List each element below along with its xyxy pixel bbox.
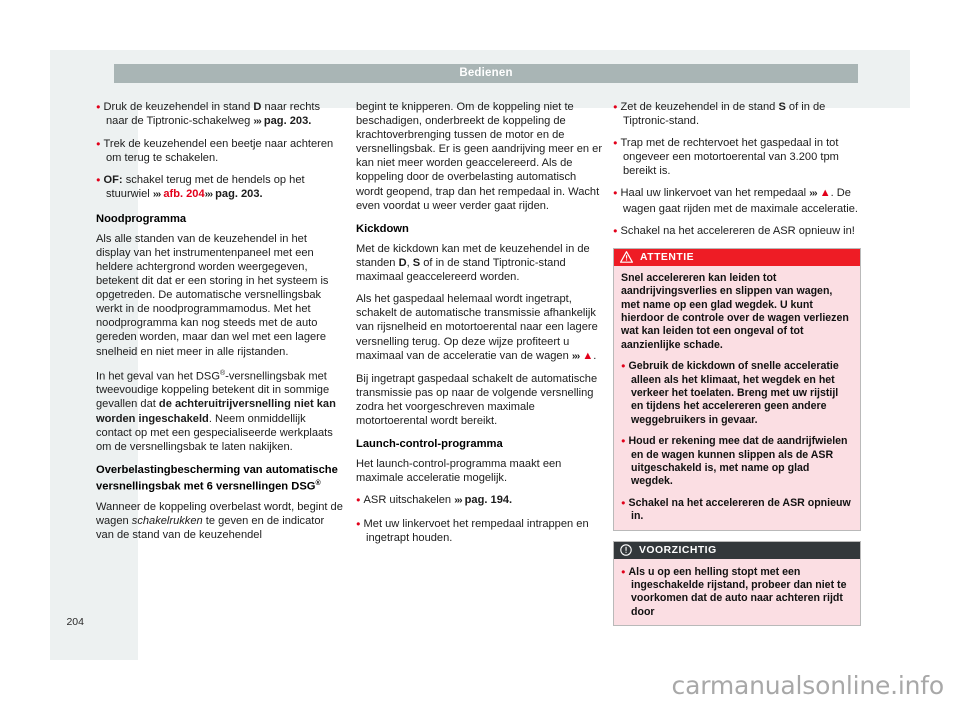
text-run: ASR uitschakelen bbox=[363, 494, 455, 507]
list-item bbox=[96, 100, 344, 129]
voorzichtig-body bbox=[614, 559, 860, 626]
gear-position-d: D bbox=[253, 101, 262, 113]
paragraph: Het launch-control-programma maakt een maximale acceleratie mogelijk. bbox=[356, 458, 562, 485]
paragraph: Snel accelereren kan leiden tot aandrijvingsverlies en slippen van wagen, met name op een glad wegdek. U kunt hierdoor de controle over de wagen verliezen wat kan leiden tot een ongeval of tot aanzienlijke schade. bbox=[621, 271, 849, 351]
warning-triangle-icon bbox=[620, 251, 633, 263]
text-run: Met de kickdown kan met de keuzehendel in de standen bbox=[356, 242, 590, 270]
text-run: . bbox=[830, 187, 834, 200]
cross-reference-arrow-icon: ››› bbox=[454, 495, 462, 507]
column-1 bbox=[96, 100, 344, 616]
paragraph: begint te knipperen. Om de koppeling niet te beschadigen, onderbreekt de koppeling de krachtoverbrenging tussen de motor en de versnellingsbak. Er is geen aandrijving meer en er kan niet meer worden geaccelereerd. Als de koppeling door de overbelasting automatisch wordt geopend, trap dan het rempedaal in. Wacht even voordat u weer verder gaat rijden. bbox=[356, 101, 603, 212]
emphasis-run: de achteruitrijversnelling niet kan worden ingeschakeld bbox=[96, 398, 336, 425]
text-run: Wanneer de koppeling overbelast wordt, begint de wagen bbox=[96, 501, 343, 528]
column-3 bbox=[613, 100, 861, 616]
content-columns bbox=[96, 100, 864, 616]
gear-position-s: S bbox=[412, 257, 421, 270]
heading-noodprogramma: Noodprogramma bbox=[96, 212, 187, 225]
column-2 bbox=[356, 100, 604, 616]
list-item: ● Met uw linkervoet het rempedaal intrappen en ingetrapt houden. bbox=[356, 517, 604, 545]
figure-reference[interactable]: afb. 204 bbox=[160, 188, 205, 201]
registered-trademark-symbol: ® bbox=[315, 480, 321, 488]
voorzichtig-caption-bar bbox=[614, 542, 860, 559]
warning-triangle-icon: ▲ bbox=[819, 187, 831, 200]
page-reference[interactable]: pag. 203. bbox=[212, 188, 263, 201]
paragraph bbox=[96, 367, 344, 454]
cross-reference-arrow-icon: ››› bbox=[152, 189, 161, 201]
list-item bbox=[96, 173, 344, 202]
text-run: . bbox=[593, 349, 597, 362]
heading-overbelastingbescherming bbox=[96, 463, 344, 494]
paragraph: Bij ingetrapt gaspedaal schakelt de automatische transmissie pas op naar de volgende versnelling zodra het voorgeschreven maximale motortoerental wordt bereikt. bbox=[356, 372, 598, 427]
text-run: of in de Tiptronic-stand. bbox=[623, 101, 826, 128]
cross-reference-arrow-icon: ››› bbox=[809, 188, 817, 200]
page-number: 204 bbox=[66, 616, 84, 628]
page-reference[interactable]: pag. 194. bbox=[461, 494, 513, 507]
paragraph bbox=[356, 242, 604, 284]
text-run: . Neem onmiddellijk contact op met een gespecialiseerde werkplaats om de versnellingsbak te laten nakijken. bbox=[96, 412, 333, 453]
text-run: Druk de keuzehendel in stand bbox=[103, 101, 254, 113]
italic-term: schakelrukken bbox=[131, 515, 203, 528]
text-run: of in de stand Tiptronic-stand maximaal geaccelereerd worden. bbox=[356, 257, 566, 284]
voorzichtig-callout bbox=[613, 541, 861, 627]
text-run: Zet de keuzehendel in de stand bbox=[620, 101, 779, 113]
registered-trademark-symbol: ® bbox=[219, 369, 226, 377]
alternative-label: OF: bbox=[103, 174, 123, 187]
list-item: ● Gebruik de kickdown of snelle acceleratie alleen als het klimaat, het wegdek en het verkeer het toelaten. Breng met uw rijstijl en tijdens het accelereren geen andere weggebruikers in gevaar. bbox=[621, 359, 853, 427]
text-run: Als het gaspedaal helemaal wordt ingetrapt, schakelt de automatische transmissie afhankelijk van rijsnelheid en motortoerental naar een lagere versnelling terug. Op deze wijze profiteert u maximaal van de acceleratie van de wagen bbox=[356, 293, 598, 362]
list-item bbox=[613, 100, 861, 128]
gear-position-d: D bbox=[398, 257, 407, 270]
chapter-header-bar bbox=[114, 64, 858, 83]
cross-reference-arrow-icon: ››› bbox=[253, 116, 261, 128]
warning-triangle-icon: ▲ bbox=[582, 349, 594, 362]
paragraph bbox=[356, 292, 604, 363]
list-item: ● Houd er rekening mee dat de aandrijfwielen en de wagen kunnen slippen als de ASR uitgeschakeld is, met name op glad wegdek. bbox=[621, 434, 853, 489]
chapter-title: Bedienen bbox=[459, 67, 513, 79]
paragraph: Als alle standen van de keuzehendel in het display van het instrumentenpaneel met een heldere achtergrond worden weergegeven, betekent dit dat er een storing in het systeem is opgetreden. De automatische versnellingsbak werkt in de noodprogrammamodus. Met het noodprogramma kan nog steeds met de auto gereden worden, maar dan wel met een lagere snelheid en niet meer in alle rijstanden. bbox=[96, 232, 329, 358]
text-run: naar rechts naar de Tiptronic-schakelweg bbox=[106, 101, 320, 128]
paragraph bbox=[96, 500, 344, 542]
gear-position-s: S bbox=[778, 101, 786, 113]
text-run: -versnellingsbak met tweevoudige koppeling betekent dit in sommige gevallen dat bbox=[96, 370, 330, 411]
exclamation-circle-icon bbox=[620, 544, 632, 556]
text-run: te geven en de indicator van de stand van de keuzehendel bbox=[96, 515, 325, 542]
cross-reference-arrow-icon: ››› bbox=[204, 189, 213, 201]
attentie-caption-label: ATTENTIE bbox=[640, 251, 695, 263]
attentie-body bbox=[614, 266, 860, 530]
list-item bbox=[613, 186, 861, 215]
site-watermark: carmanualsonline.info bbox=[671, 671, 944, 700]
list-item: ● Trek de keuzehendel een beetje naar achteren om terug te schakelen. bbox=[96, 137, 344, 165]
text-run: In het geval van het DSG bbox=[96, 370, 220, 383]
attentie-caption-bar bbox=[614, 249, 860, 266]
list-item: ● Schakel na het accelereren de ASR opnieuw in. bbox=[621, 496, 853, 524]
text-run: , bbox=[406, 257, 413, 270]
text-run: Haal uw linkervoet van het rempedaal bbox=[620, 187, 810, 200]
heading-text: Overbelastingbescherming van automatische versnellingsbak met 6 versnellingen DSG bbox=[96, 463, 338, 493]
list-item: ● Als u op een helling stopt met een ingeschakelde rijstand, probeer dan niet te voorkomen dat de auto naar achteren rijdt door bbox=[621, 565, 853, 620]
text-run: De wagen gaat rijden met de maximale acceleratie. bbox=[623, 187, 858, 215]
cross-reference-arrow-icon: ››› bbox=[571, 350, 580, 362]
voorzichtig-caption-label: VOORZICHTIG bbox=[639, 544, 717, 556]
heading-kickdown: Kickdown bbox=[356, 222, 409, 235]
list-item: ● Trap met de rechtervoet het gaspedaal in tot ongeveer een motortoerental van 3.200 tpm bereikt is. bbox=[613, 136, 861, 178]
text-run: schakel terug met de hendels op het stuurwiel bbox=[106, 174, 305, 201]
heading-launch-control: Launch-control-programma bbox=[356, 438, 503, 451]
list-item: ● Schakel na het accelereren de ASR opnieuw in! bbox=[613, 224, 861, 238]
page-reference[interactable]: pag. 203. bbox=[260, 115, 312, 128]
attentie-callout bbox=[613, 248, 861, 531]
list-item bbox=[356, 493, 604, 508]
